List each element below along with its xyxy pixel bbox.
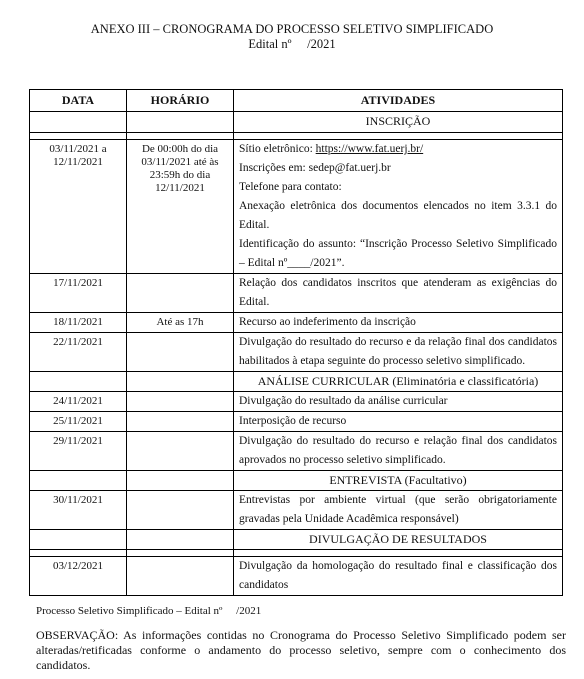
section-inscricao: INSCRIÇÃO xyxy=(234,112,563,133)
section-analise-curricular: ANÁLISE CURRICULAR (Eliminatória e classificatória) xyxy=(234,372,563,392)
date-cell: 22/11/2021 xyxy=(30,333,127,372)
section-row-inscricao xyxy=(30,112,563,133)
section-row-divulgacao xyxy=(30,530,563,550)
table-row xyxy=(30,412,563,432)
table-row xyxy=(30,274,563,313)
section-divulgacao-resultados: DIVULGAÇÃO DE RESULTADOS xyxy=(234,530,563,550)
edital-number: Edital nº /2021 xyxy=(248,37,336,51)
activity-cell: Divulgação do resultado do recurso e relação final dos candidatos aprovados no processo seletivo simplificado. xyxy=(234,432,563,471)
activity-cell: Relação dos candidatos inscritos que atenderam as exigências do Edital. xyxy=(234,274,563,313)
section-entrevista: ENTREVISTA (Facultativo) xyxy=(234,471,563,491)
inscricoes-line: Inscrições em: sedep@fat.uerj.br xyxy=(239,162,391,174)
date-cell: 25/11/2021 xyxy=(30,412,127,432)
activity-cell: Divulgação do resultado da análise curricular xyxy=(234,392,563,412)
activity-cell: Divulgação do resultado do recurso e da relação final dos candidatos habilitados à etapa seguinte do processo seletivo simplificado. xyxy=(234,333,563,372)
table-row xyxy=(30,333,563,372)
table-row xyxy=(30,432,563,471)
activity-cell: Entrevistas por ambiente virtual (que serão obrigatoriamente gravadas pela Unidade Acadêmica responsável) xyxy=(234,491,563,530)
anexacao-line: Anexação eletrônica dos documentos elencados no item 3.3.1 do Edital. xyxy=(239,200,557,231)
observation-text: OBSERVAÇÃO: As informações contidas no Cronograma do Processo Seletivo Simplificado podem ser alteradas/retificadas conforme o andamento do processo seletivo, sempre com o conhecimento dos candidatos. xyxy=(36,628,566,672)
table-header-row xyxy=(30,90,563,112)
identificacao-line: Identificação do assunto: “Inscrição Processo Seletivo Simplificado – Edital nº____/2021”. xyxy=(239,238,557,269)
time-cell: Até as 17h xyxy=(127,313,234,333)
document-title: ANEXO III – CRONOGRAMA DO PROCESSO SELETIVO SIMPLIFICADO xyxy=(90,22,494,36)
section-row-analise xyxy=(30,372,563,392)
activity-cell: Divulgação da homologação do resultado final e classificação dos candidatos xyxy=(234,557,563,596)
activity-cell xyxy=(234,140,563,274)
telefone-line: Telefone para contato: xyxy=(239,181,342,193)
site-line: Sítio eletrônico: https://www.fat.uerj.br/ xyxy=(239,143,424,155)
table-row xyxy=(30,557,563,596)
table-row xyxy=(30,491,563,530)
col-header-horario: HORÁRIO xyxy=(127,90,234,112)
date-cell: 24/11/2021 xyxy=(30,392,127,412)
site-link[interactable]: https://www.fat.uerj.br/ xyxy=(315,143,424,155)
date-cell: 03/11/2021 a 12/11/2021 xyxy=(30,140,127,274)
date-cell: 03/12/2021 xyxy=(30,557,127,596)
date-cell: 30/11/2021 xyxy=(30,491,127,530)
footer-note: Processo Seletivo Simplificado – Edital nº /2021 xyxy=(36,605,262,617)
section-row-entrevista xyxy=(30,471,563,491)
col-header-data: DATA xyxy=(30,90,127,112)
activity-cell: Recurso ao indeferimento da inscrição xyxy=(234,313,563,333)
date-cell: 18/11/2021 xyxy=(30,313,127,333)
table-row xyxy=(30,140,563,274)
table-row xyxy=(30,392,563,412)
activity-cell: Interposição de recurso xyxy=(234,412,563,432)
table-row xyxy=(30,313,563,333)
time-cell: De 00:00h do dia 03/11/2021 até às 23:59h do dia 12/11/2021 xyxy=(127,140,234,274)
schedule-table xyxy=(29,89,563,596)
date-cell: 29/11/2021 xyxy=(30,432,127,471)
col-header-atividades: ATIVIDADES xyxy=(234,90,563,112)
date-cell: 17/11/2021 xyxy=(30,274,127,313)
